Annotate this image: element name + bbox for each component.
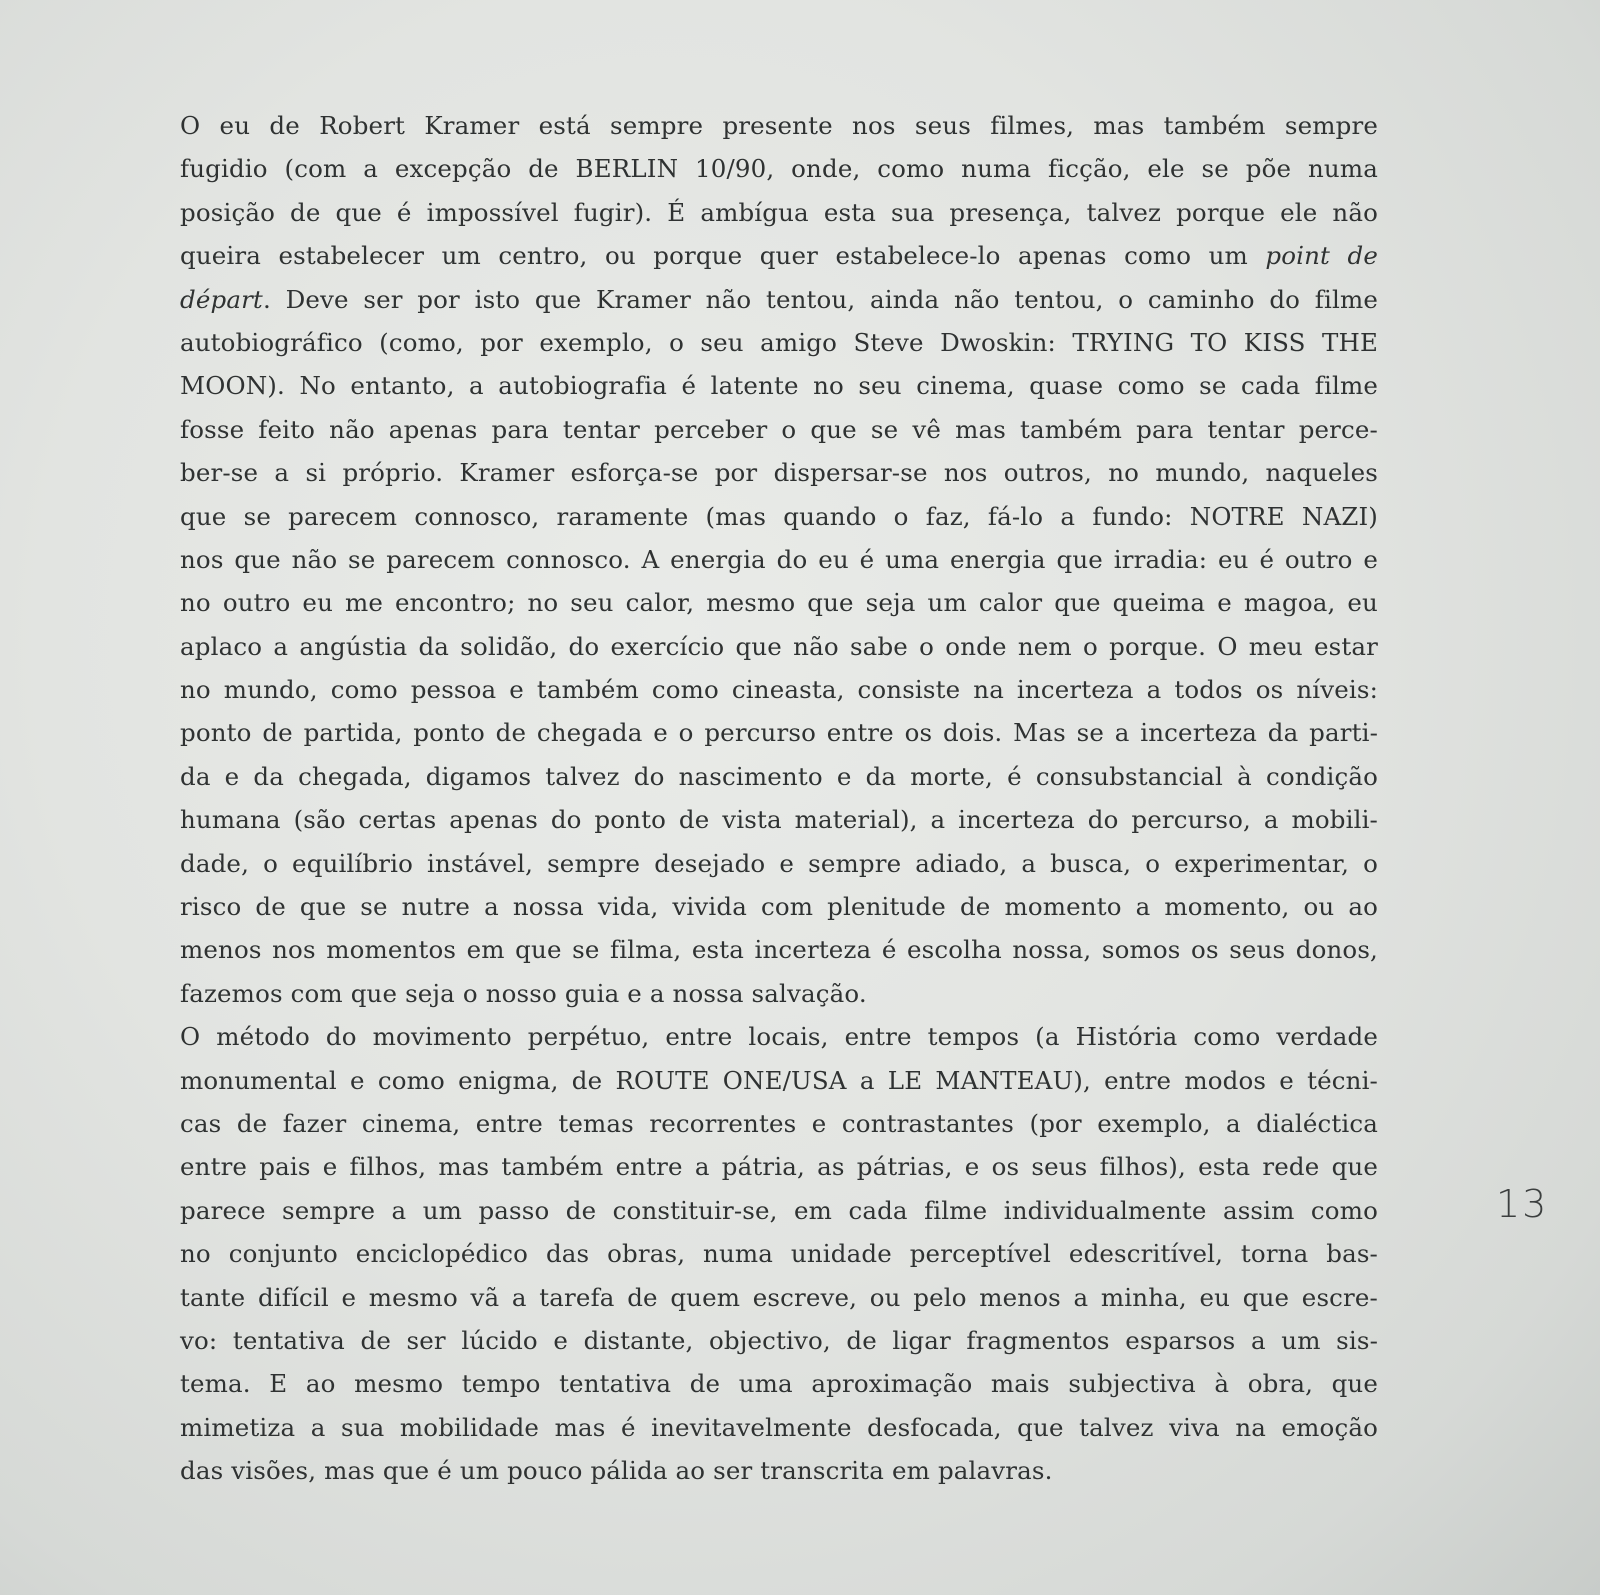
text-run: fazemos com que seja o nosso guia e a nossa salvação. bbox=[180, 978, 867, 1008]
text-line bbox=[180, 1449, 1378, 1492]
text-run: ber-se a si próprio. Kramer esforça-se por dispersar-se nos outros, no mundo, naqueles bbox=[180, 458, 1378, 488]
text-run: que se parecem connosco, raramente (mas quando o faz, fá-lo a fundo: NOTRE NAZI) bbox=[180, 501, 1378, 531]
body-text bbox=[180, 104, 1378, 1493]
text-line bbox=[180, 1145, 1378, 1188]
text-line bbox=[180, 668, 1378, 711]
paragraph bbox=[180, 1015, 1378, 1492]
text-line bbox=[180, 104, 1378, 147]
text-run: O eu de Robert Kramer está sempre presente nos seus filmes, mas também sempre bbox=[180, 111, 1378, 140]
text-line bbox=[180, 625, 1378, 668]
text-run: mimetiza a sua mobilidade mas é inevitavelmente desfocada, que talvez viva na emoção bbox=[180, 1412, 1378, 1442]
text-line bbox=[180, 408, 1378, 451]
text-run: dade, o equilíbrio instável, sempre desejado e sempre adiado, a busca, o experimentar, o bbox=[180, 848, 1378, 878]
text-line bbox=[180, 1015, 1378, 1058]
text-run: menos nos momentos em que se filma, esta incerteza é escolha nossa, somos os seus donos, bbox=[180, 935, 1378, 965]
text-line bbox=[180, 191, 1378, 234]
italic-phrase: départ bbox=[180, 284, 263, 314]
text-line bbox=[180, 364, 1378, 407]
text-run: MOON). No entanto, a autobiografia é latente no seu cinema, quase como se cada filme bbox=[180, 371, 1378, 401]
text-line bbox=[180, 842, 1378, 885]
text-run: humana (são certas apenas do ponto de vista material), a incerteza do percurso, a mobili- bbox=[180, 805, 1378, 835]
text-run: das visões, mas que é um pouco pálida ao ser transcrita em palavras. bbox=[180, 1456, 1053, 1486]
text-run: monumental e como enigma, de ROUTE ONE/USA a LE MANTEAU), entre modos e técni- bbox=[180, 1065, 1378, 1095]
text-run: fugidio (com a excepção de BERLIN 10/90, onde, como numa ficção, ele se põe numa bbox=[180, 154, 1378, 184]
text-line bbox=[180, 451, 1378, 494]
text-line bbox=[180, 885, 1378, 928]
text-line bbox=[180, 495, 1378, 538]
text-line bbox=[180, 1059, 1378, 1102]
text-line bbox=[180, 234, 1378, 277]
text-run: tema. E ao mesmo tempo tentativa de uma aproximação mais subjectiva à obra, que bbox=[180, 1369, 1378, 1399]
text-line bbox=[180, 581, 1378, 624]
text-line bbox=[180, 1276, 1378, 1319]
italic-phrase: point de bbox=[1265, 241, 1378, 271]
text-line bbox=[180, 321, 1378, 364]
text-line bbox=[180, 1102, 1378, 1145]
text-line bbox=[180, 1406, 1378, 1449]
text-run: fosse feito não apenas para tentar perceber o que se vê mas também para tentar perce- bbox=[180, 414, 1378, 444]
text-line bbox=[180, 1362, 1378, 1405]
page-number: 13 bbox=[1496, 1182, 1549, 1226]
text-run: O método do movimento perpétuo, entre locais, entre tempos (a História como verdade bbox=[180, 1022, 1378, 1052]
text-run: parece sempre a um passo de constituir-se, em cada filme individualmente assim como bbox=[180, 1195, 1378, 1225]
text-line bbox=[180, 755, 1378, 798]
text-run: cas de fazer cinema, entre temas recorrentes e contrastantes (por exemplo, a dialéctica bbox=[180, 1108, 1378, 1138]
text-run: no outro eu me encontro; no seu calor, mesmo que seja um calor que queima e magoa, eu bbox=[180, 588, 1378, 618]
text-run: aplaco a angústia da solidão, do exercício que não sabe o onde nem o porque. O meu estar bbox=[180, 631, 1378, 661]
text-run: ponto de partida, ponto de chegada e o percurso entre os dois. Mas se a incerteza da parti- bbox=[180, 718, 1378, 748]
paragraph bbox=[180, 104, 1378, 1015]
text-line bbox=[180, 972, 1378, 1015]
text-run: da e da chegada, digamos talvez do nascimento e da morte, é consubstancial à condição bbox=[180, 761, 1378, 791]
text-line bbox=[180, 1319, 1378, 1362]
text-run: queira estabelecer um centro, ou porque quer estabelece-lo apenas como um bbox=[180, 241, 1266, 271]
text-run: posição de que é impossível fugir). É ambígua esta sua presença, talvez porque ele não bbox=[180, 197, 1378, 227]
text-run: nos que não se parecem connosco. A energia do eu é uma energia que irradia: eu é outro e bbox=[180, 544, 1378, 574]
text-line bbox=[180, 928, 1378, 971]
text-run: risco de que se nutre a nossa vida, vivida com plenitude de momento a momento, ou ao bbox=[180, 892, 1378, 922]
text-run: autobiográfico (como, por exemplo, o seu amigo Steve Dwoskin: TRYING TO KISS THE bbox=[180, 327, 1378, 357]
text-run: vo: tentativa de ser lúcido e distante, objectivo, de ligar fragmentos esparsos a um sis- bbox=[180, 1325, 1378, 1355]
text-line bbox=[180, 538, 1378, 581]
text-run: entre pais e filhos, mas também entre a pátria, as pátrias, e os seus filhos), esta rede que bbox=[180, 1152, 1378, 1182]
text-line bbox=[180, 278, 1378, 321]
text-line bbox=[180, 1189, 1378, 1232]
text-line bbox=[180, 798, 1378, 841]
text-run: . Deve ser por isto que Kramer não tentou, ainda não tentou, o caminho do filme bbox=[262, 284, 1378, 314]
text-run: no conjunto enciclopédico das obras, numa unidade perceptível edescritível, torna bas- bbox=[180, 1239, 1378, 1269]
text-run: tante difícil e mesmo vã a tarefa de quem escreve, ou pelo menos a minha, eu que escre- bbox=[180, 1282, 1378, 1312]
text-line bbox=[180, 1232, 1378, 1275]
text-run: no mundo, como pessoa e também como cineasta, consiste na incerteza a todos os níveis: bbox=[180, 675, 1378, 705]
text-line bbox=[180, 147, 1378, 190]
text-line bbox=[180, 711, 1378, 754]
